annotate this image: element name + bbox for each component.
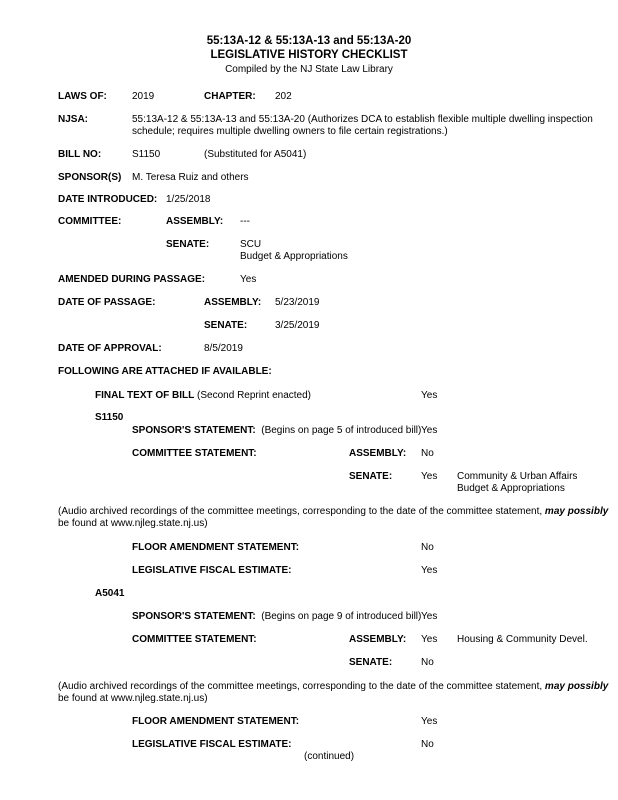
njsa-line-2: schedule; requires multiple dwelling owners to file certain registrations.) xyxy=(132,126,448,137)
audio-note-2-line-2: be found at www.njleg.state.nj.us) xyxy=(58,693,208,704)
final-text-value: Yes xyxy=(421,390,438,401)
audio-note-1-line-1 xyxy=(58,506,608,518)
s1150-sponsor-statement-note: (Begins on page 5 of introduced bill) xyxy=(261,425,422,436)
audio-note-1-emphasis: may possibly xyxy=(544,506,609,517)
a5041-senate-value: No xyxy=(421,657,434,668)
passage-label: DATE OF PASSAGE: xyxy=(58,297,156,308)
njsa-line-1: 55:13A-12 & 55:13A-13 and 55:13A-20 (Authorizes DCA to establish flexible multiple dwelling inspection xyxy=(132,114,593,125)
compiled-by: Compiled by the NJ State Law Library xyxy=(225,64,393,75)
s1150-committee-statement-label: COMMITTEE STATEMENT: xyxy=(132,448,257,459)
following-heading: FOLLOWING ARE ATTACHED IF AVAILABLE: xyxy=(58,366,272,377)
committee-assembly-value: --- xyxy=(240,216,250,227)
audio-note-1-line-2: be found at www.njleg.state.nj.us) xyxy=(58,518,208,529)
s1150-fiscal-value: Yes xyxy=(421,565,438,576)
audio-note-2-text: (Audio archived recordings of the committee meetings, corresponding to the date of the committee statement, xyxy=(58,681,543,692)
s1150-sponsor-statement-label: SPONSOR'S STATEMENT: xyxy=(132,425,256,436)
a5041-sponsor-statement-label: SPONSOR'S STATEMENT: xyxy=(132,611,256,622)
s1150-senate-committee-2: Budget & Appropriations xyxy=(457,483,565,494)
s1150-floor-value: No xyxy=(421,542,434,553)
a5041-assembly-label: ASSEMBLY: xyxy=(349,634,407,645)
bill-no-value: S1150 xyxy=(132,149,161,160)
final-text-label: FINAL TEXT OF BILL xyxy=(95,390,195,401)
committee-senate-value-2: Budget & Appropriations xyxy=(240,251,348,262)
s1150-fiscal-label: LEGISLATIVE FISCAL ESTIMATE: xyxy=(132,565,292,576)
njsa-label: NJSA: xyxy=(58,114,89,125)
bill-no-label: BILL NO: xyxy=(58,149,102,160)
bill-no-note: (Substituted for A5041) xyxy=(204,149,307,160)
s1150-floor-label: FLOOR AMENDMENT STATEMENT: xyxy=(132,542,300,553)
committee-assembly-label: ASSEMBLY: xyxy=(166,216,224,227)
sponsor-value: M. Teresa Ruiz and others xyxy=(132,172,249,183)
a5041-committee-statement-label: COMMITTEE STATEMENT: xyxy=(132,634,257,645)
chapter-label: CHAPTER: xyxy=(204,91,256,102)
continued-note: (continued) xyxy=(304,751,355,762)
committee-senate-label: SENATE: xyxy=(166,239,210,250)
sponsor-label: SPONSOR(S) xyxy=(58,172,122,183)
date-introduced-value: 1/25/2018 xyxy=(166,194,211,205)
a5041-sponsor-statement-row xyxy=(132,611,421,623)
amended-value: Yes xyxy=(240,274,257,285)
passage-senate-label: SENATE: xyxy=(204,320,248,331)
committee-senate-value-1: SCU xyxy=(240,239,262,250)
a5041-fiscal-value: No xyxy=(421,739,434,750)
a5041-sponsor-statement-value: Yes xyxy=(421,611,438,622)
a5041-fiscal-label: LEGISLATIVE FISCAL ESTIMATE: xyxy=(132,739,292,750)
laws-of-label: LAWS OF: xyxy=(58,91,107,102)
title-line-1: 55:13A-12 & 55:13A-13 and 55:13A-20 xyxy=(206,35,412,47)
passage-senate-value: 3/25/2019 xyxy=(275,320,320,331)
a5041-sponsor-statement-note: (Begins on page 9 of introduced bill) xyxy=(261,611,422,622)
s1150-senate-value: Yes xyxy=(421,471,438,482)
a5041-senate-label: SENATE: xyxy=(349,657,393,668)
approval-value: 8/5/2019 xyxy=(204,343,243,354)
a5041-assembly-committee: Housing & Community Devel. xyxy=(457,634,588,645)
final-text-note: (Second Reprint enacted) xyxy=(197,390,312,401)
s1150-assembly-value: No xyxy=(421,448,434,459)
s1150-senate-label: SENATE: xyxy=(349,471,393,482)
audio-note-2-emphasis: may possibly xyxy=(544,681,609,692)
s1150-senate-committee-1: Community & Urban Affairs xyxy=(457,471,578,482)
s1150-assembly-label: ASSEMBLY: xyxy=(349,448,407,459)
amended-label: AMENDED DURING PASSAGE: xyxy=(58,274,206,285)
passage-assembly-label: ASSEMBLY: xyxy=(204,297,262,308)
s1150-sponsor-statement-row xyxy=(132,425,421,437)
passage-assembly-value: 5/23/2019 xyxy=(275,297,320,308)
final-text-row xyxy=(95,390,311,402)
s1150-sponsor-statement-value: Yes xyxy=(421,425,438,436)
a5041-assembly-value: Yes xyxy=(421,634,438,645)
chapter-value: 202 xyxy=(275,91,292,102)
title-line-2: LEGISLATIVE HISTORY CHECKLIST xyxy=(210,49,408,61)
a5041-label: A5041 xyxy=(95,588,125,599)
s1150-label: S1150 xyxy=(95,412,124,423)
approval-label: DATE OF APPROVAL: xyxy=(58,343,162,354)
committee-label: COMMITTEE: xyxy=(58,216,122,227)
audio-note-2-line-1 xyxy=(58,681,608,693)
audio-note-1-text: (Audio archived recordings of the committee meetings, corresponding to the date of the committee statement, xyxy=(58,506,543,517)
laws-of-value: 2019 xyxy=(132,91,155,102)
a5041-floor-label: FLOOR AMENDMENT STATEMENT: xyxy=(132,716,300,727)
date-introduced-label: DATE INTRODUCED: xyxy=(58,194,158,205)
a5041-floor-value: Yes xyxy=(421,716,438,727)
